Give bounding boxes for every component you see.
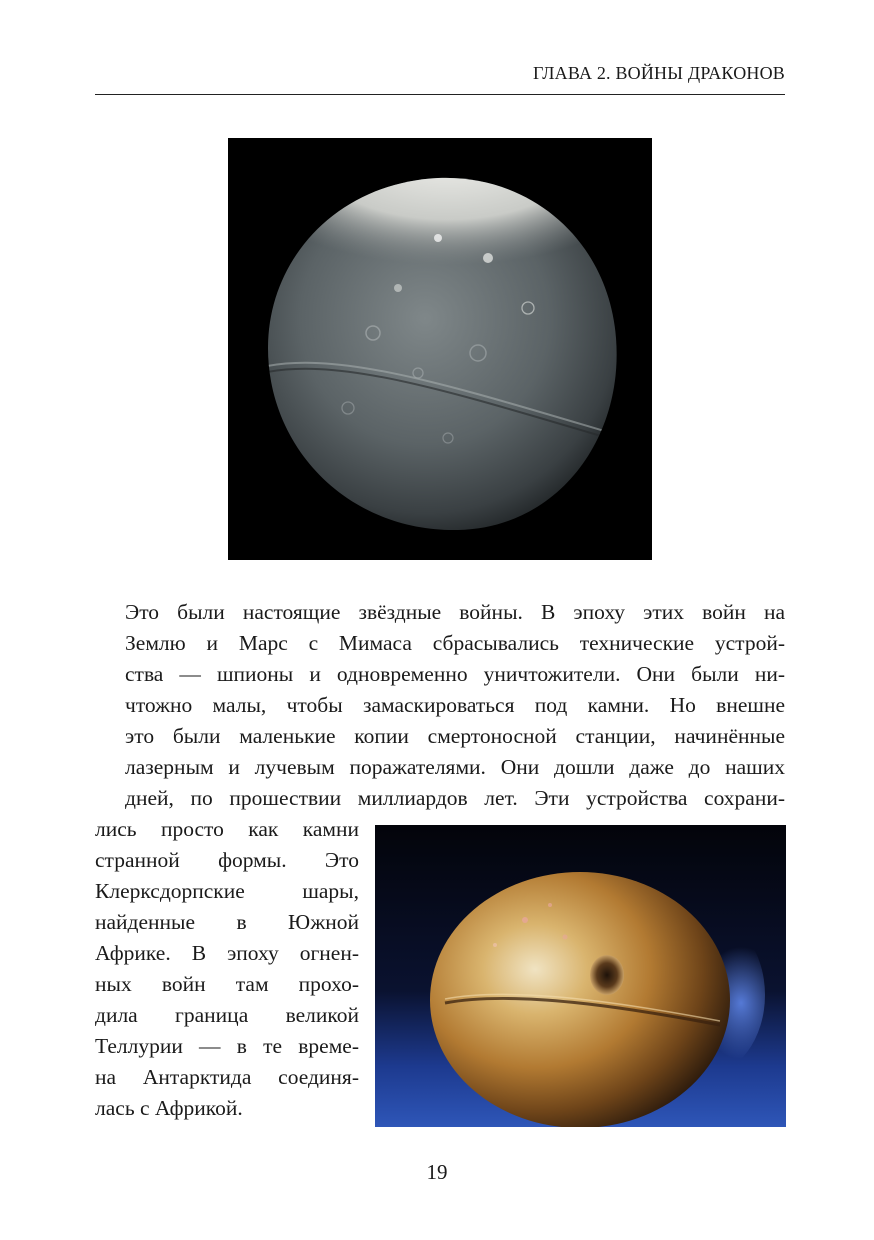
sphere-photo-icon: [375, 825, 786, 1127]
running-header: [95, 58, 785, 95]
body-line: ства — шпионы и одновременно уничтожители. Они были ни-: [125, 662, 785, 686]
body-line: Землю и Марс с Мимаса сбрасывались технические устрой-: [125, 631, 785, 655]
sphere-photo: [375, 825, 786, 1127]
moon-photo-icon: [228, 138, 652, 560]
body-line: дила граница великой: [95, 1003, 359, 1027]
body-paragraph: [95, 597, 785, 814]
body-line: странной формы. Это: [95, 848, 359, 872]
body-line: Это были настоящие звёздные войны. В эпоху этих войн на: [125, 600, 785, 624]
page-number: 19: [426, 1160, 448, 1184]
body-line: дней, по прошествии миллиардов лет. Эти устройства сохрани-: [125, 786, 785, 810]
body-line: лись просто как камни: [95, 817, 359, 841]
body-line: на Антарктида соединя-: [95, 1065, 359, 1089]
body-line: Клерксдорпские шары,: [95, 879, 359, 903]
body-line: чтожно малы, чтобы замаскироваться под камни. Но внешне: [125, 693, 785, 717]
body-line: найденные в Южной: [95, 910, 359, 934]
body-line: лась с Африкой.: [95, 1096, 243, 1120]
body-line: Теллурии — в те време-: [95, 1034, 359, 1058]
body-paragraph-wrapped: [95, 814, 359, 1124]
body-line: лазерным и лучевым поражателями. Они дошли даже до наших: [125, 755, 785, 779]
moon-photo: [228, 138, 652, 560]
body-line: это были маленькие копии смертоносной станции, начинённые: [125, 724, 785, 748]
body-line: Африке. В эпоху огнен-: [95, 941, 359, 965]
running-title: ГЛАВА 2. ВОЙНЫ ДРАКОНОВ: [533, 63, 785, 83]
body-line: ных войн там прохо-: [95, 972, 359, 996]
